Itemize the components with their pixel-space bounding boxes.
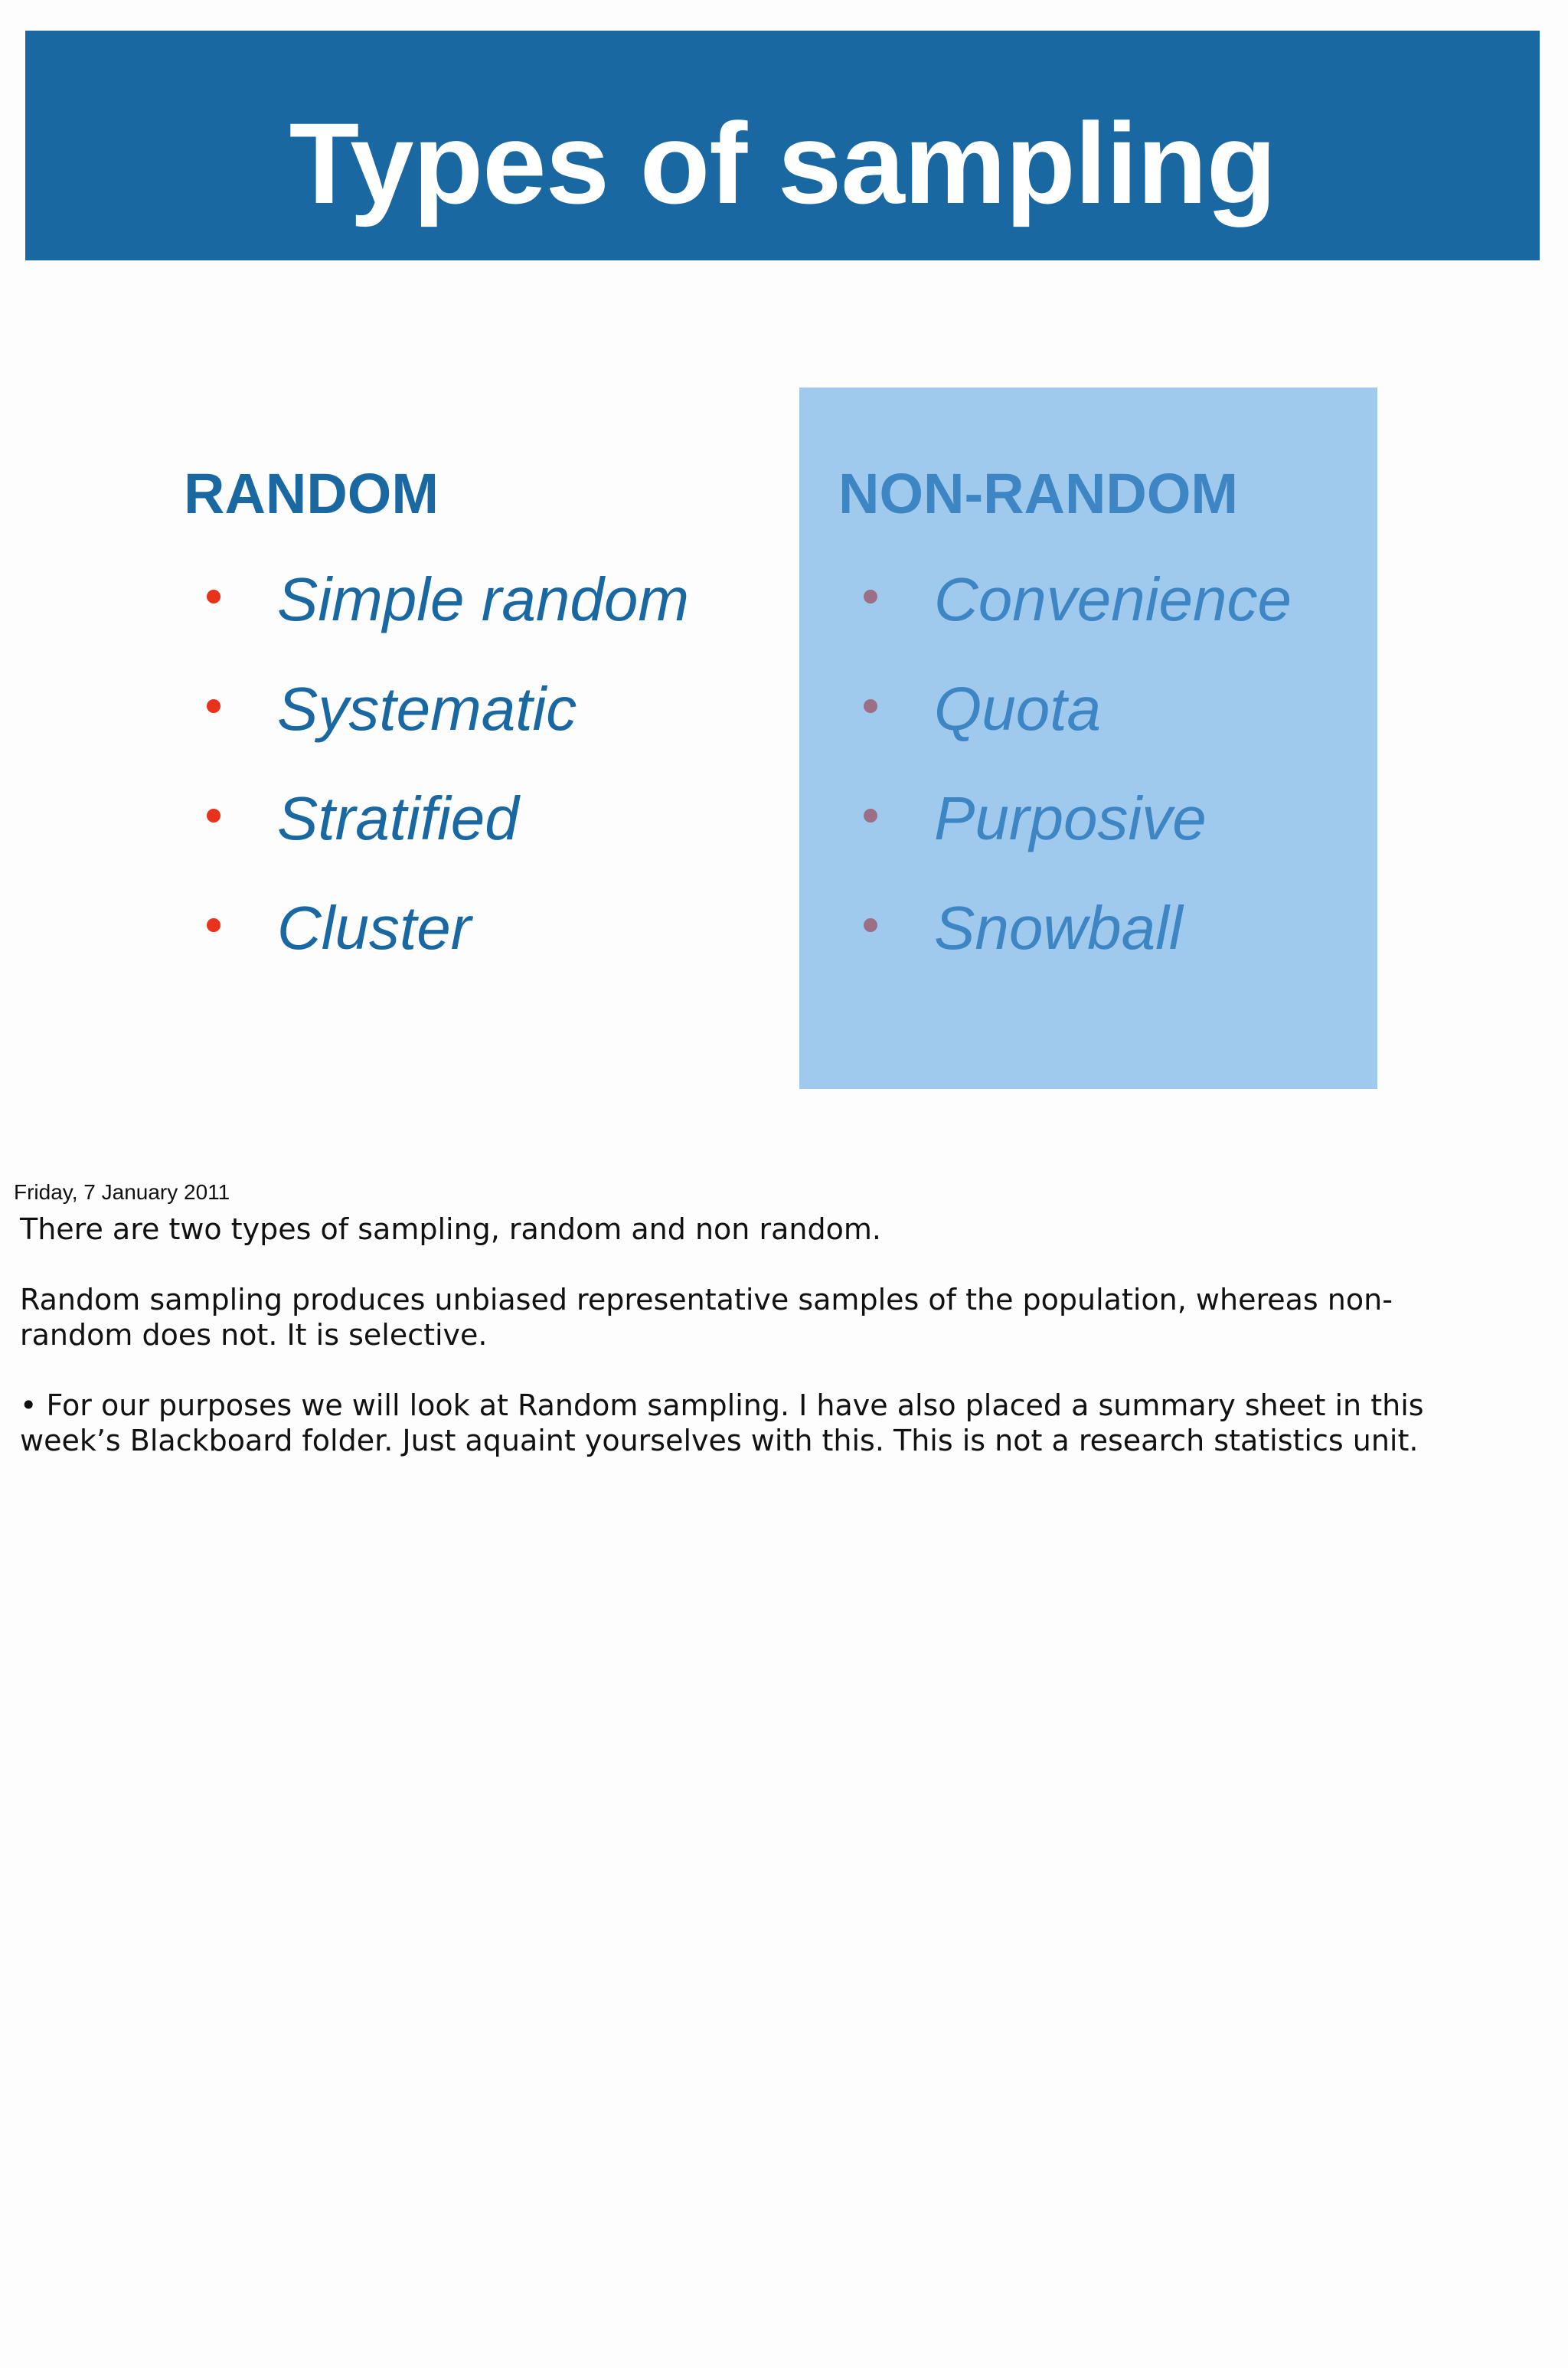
bullet-icon bbox=[207, 699, 220, 713]
random-item-simple-random: Simple random bbox=[277, 565, 690, 633]
bullet-icon bbox=[864, 699, 877, 713]
notes-paragraph-random: Random sampling produces unbiased representative samples of the population, whereas non- random does not. It is selective. bbox=[20, 1283, 1393, 1352]
random-item-stratified: Stratified bbox=[277, 784, 519, 852]
slide-title: Types of sampling bbox=[289, 99, 1276, 227]
title-banner bbox=[25, 31, 1540, 260]
bullet-icon bbox=[864, 809, 877, 823]
bullet-icon bbox=[207, 809, 220, 823]
nonrandom-item-purposive: Purposive bbox=[934, 784, 1207, 852]
nonrandom-item-quota: Quota bbox=[934, 675, 1101, 743]
speaker-notes bbox=[20, 1212, 1536, 1493]
nonrandom-item-convenience: Convenience bbox=[934, 565, 1292, 633]
random-item-cluster: Cluster bbox=[277, 894, 472, 962]
random-item-systematic: Systematic bbox=[277, 675, 577, 743]
nonrandom-item-snowball: Snowball bbox=[934, 894, 1183, 962]
notes-date: Friday, 7 January 2011 bbox=[14, 1180, 230, 1204]
random-heading: RANDOM bbox=[184, 462, 439, 525]
slide bbox=[0, 0, 1568, 1172]
notes-paragraph-purposes: • For our purposes we will look at Random sampling. I have also placed a summary sheet in this week’s Blackboard folder. Just aquaint yourselves with this. This is not a research statistics unit. bbox=[20, 1388, 1424, 1457]
bullet-icon bbox=[864, 918, 877, 932]
bullet-icon bbox=[207, 590, 220, 603]
bullet-icon bbox=[864, 590, 877, 603]
nonrandom-heading: NON-RANDOM bbox=[838, 462, 1239, 525]
notes-paragraph-intro: There are two types of sampling, random and non random. bbox=[20, 1212, 881, 1246]
bullet-icon bbox=[207, 918, 220, 932]
